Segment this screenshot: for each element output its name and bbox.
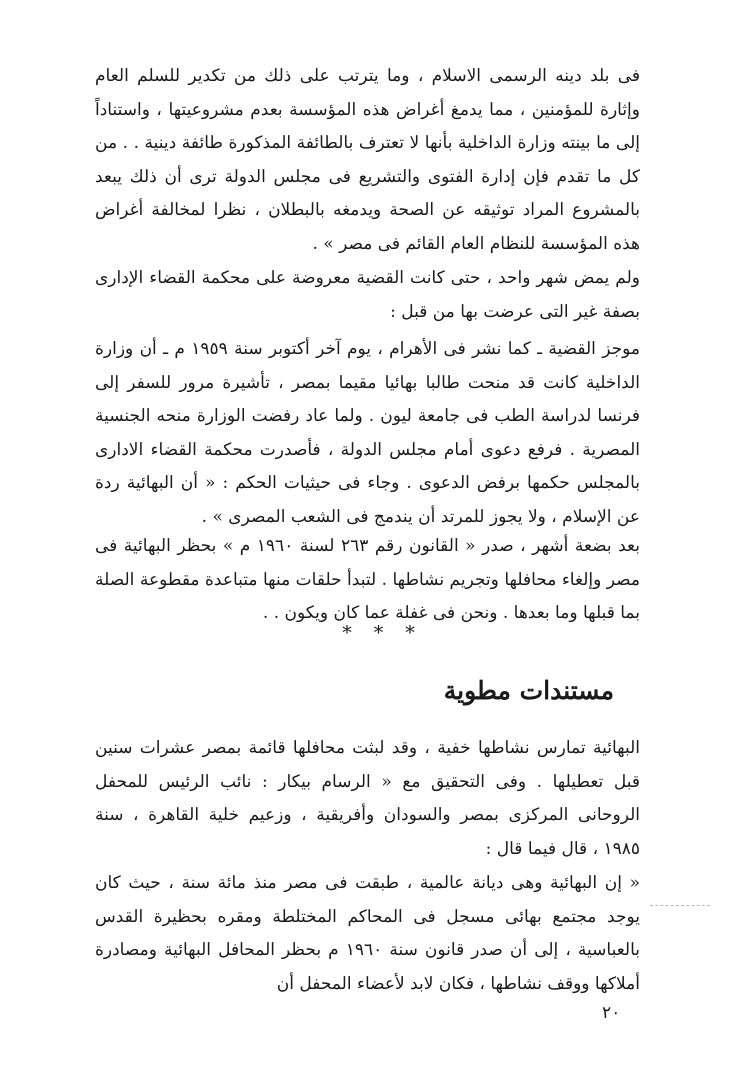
paragraph: ولم يمض شهر واحد ، حتى كانت القضية معروضة على محكمة القضاء الإدارى بصفة غير التى عرضت بها من قبل : xyxy=(95,268,640,322)
quoted-paragraph: « إن البهائية وهى ديانة عالمية ، طبقت فى مصر منذ مائة سنة ، حيث كان يوجد مجتمع بهائى مسجل فى المحاكم المختلطة ومقره بحظيرة القدس بالعباسية ، إلى أن صدر قانون سنة ١٩٦٠ م بحظر المحافل البهائية ومصادرة أملاكها ووقف نشاطها ، فكان لابد لأعضاء المحفل أن xyxy=(95,873,640,994)
scan-margin-mark xyxy=(650,905,710,907)
paragraph: بعد بضعة أشهر ، صدر « القانون رقم ٢٦٣ لسنة ١٩٦٠ م » بحظر البهائية فى مصر وإلغاء محافلها وتجريم نشاطها . لتبدأ حلقات منها متباعدة مقطوعة الصلة بما قبلها وما بعدها . ونحن فى غفلة عما كان ويكون . . xyxy=(95,536,640,624)
section-divider-ornament: * * * xyxy=(342,622,423,644)
section-heading: مستندات مطوية xyxy=(443,676,614,705)
page-number: ٢٠ xyxy=(602,1003,621,1023)
paragraph: موجز القضية ـ كما نشر فى الأهرام ، يوم آخر أكتوبر سنة ١٩٥٩ م ـ أن وزارة الداخلية كانت قد منحت طالبا بهائيا مقيما بمصر ، تأشيرة مرور للسفر إلى فرنسا لدراسة الطب فى جامعة ليون . ولما عاد رفضت الوزارة منحه الجنسية المصرية . فرفع دعوى أمام مجلس الدولة ، فأصدرت محكمة القضاء الادارى بالمجلس حكمها برفض الدعوى . وجاء فى حيثيات الحكم : « أن البهائية ردة عن الإسلام ، ولا يجوز للمرتد أن يندمج فى الشعب المصرى » . xyxy=(95,339,640,527)
paragraph: البهائية تمارس نشاطها خفية ، وقد لبثت محافلها قائمة بمصر عشرات سنين قبل تعطيلها . وفى التحقيق مع « الرسام بيكار : نائب الرئيس للمحفل الروحانى المركزى بمصر والسودان وأفريقية ، وزعيم خلية القاهرة ، سنة ١٩٨٥ ، قال فيما قال : xyxy=(95,738,640,859)
paragraph: فى بلد دينه الرسمى الاسلام ، وما يترتب على ذلك من تكدير للسلم العام وإثارة للمؤمنين ، مما يدمغ أغراض هذه المؤسسة بعدم مشروعيتها ، واستناداً إلى ما بينته وزارة الداخلية بأنها لا تعترف بالطائفة المذكورة طائفة دينية . . من كل ما تقدم فإن إدارة الفتوى والتشريع فى مجلس الدولة ترى أن ذلك يبعد بالمشروع المراد توثيقه عن الصحة ويدمغه بالبطلان ، نظرا لمخالفة أغراض هذه المؤسسة للنظام العام القائم فى مصر » . xyxy=(95,66,640,254)
